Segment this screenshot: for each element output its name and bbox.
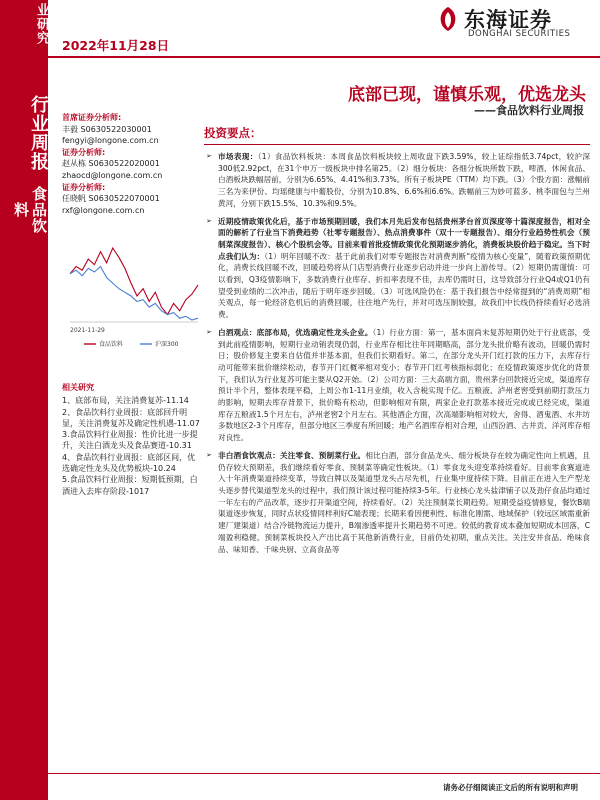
- analyst-name: 丰毅 S0630522030001: [62, 124, 152, 134]
- summary-paragraph: [206, 151, 590, 210]
- paragraph-body: （1）食品饮料板块：本周食品饮料板块较上周收盘下跌3.59%，较上证综指低3.74pct，较沪深300低2.92pct，在31个申万一级板块中排名第25。（2）细分板块：各细分板块所数下跌，啤酒、休闲食品、白酒板块跌幅居前，分别为6.65%、4.41%和3.73%。所有子板块PE（TTM）均下跌。（3）个股方面：涨幅前三名为来伊份、均瑶健康与中葡股份，分别为10.8%、6.6%和6.6%。跌幅前三为妙可蓝多、桃李面包与兰州黄河，分别下跌15.5%、10.3%和9.5%。: [218, 152, 590, 208]
- paragraph-body: （1）明年回暖不改：基于此前我们对零专题报告对消费判断“疫情为核心变量”，随着政策预期优化，消费长线回暖不改，回暖趋势将从门店型消费行业逐步启动并进一步向上游传导。（2）短期仍需谨慎：可以看到，Q3疫情影响下，多数消费行业库存、折扣率表现不佳，去库仍需时日，这导致部分行业Q4或Q1仍有望受到业绩的二次冲击，随后于明年逐步回暖。（3）可选风险仍在：基于我们报告中经常提到的“消费周期”相关观点，每一轮经济危机后的消费回暖，往往地产先行，并对可选压制较强，故我们中长线仍持续看好必选消费。: [218, 251, 590, 320]
- footer-divider: [48, 773, 600, 774]
- legend-label-1: 食品饮料: [99, 341, 124, 348]
- analyst-label: 证券分析师:: [62, 147, 106, 157]
- bullet-arrow-icon: ➢: [206, 450, 212, 459]
- investment-summary: [204, 125, 590, 561]
- summary-paragraph: [206, 327, 591, 444]
- logo-en: DONGHAI SECURITIES: [468, 29, 571, 39]
- bullet-arrow-icon: ➢: [206, 327, 212, 336]
- sidebar-report-type: 行业周报: [28, 95, 49, 171]
- analyst-block: [62, 147, 202, 182]
- summary-heading: 投资要点：: [204, 125, 590, 145]
- analyst-block: [62, 112, 202, 147]
- analyst-email: rxf@longone.com.cn: [62, 205, 145, 215]
- summary-paragraph: [206, 216, 590, 321]
- analyst-block: [62, 182, 202, 217]
- sidebar-top-label: 业研究: [34, 3, 49, 45]
- analyst-label: 首席证券分析师:: [62, 113, 122, 122]
- analyst-email: fengyi@longone.com.cn: [62, 136, 159, 146]
- bullet-arrow-icon: ➢: [206, 152, 212, 160]
- related-item[interactable]: 3.食品饮料行业周报：性价比进一步提升，关注白酒龙头及食品赛道-10.31: [62, 430, 198, 451]
- series-line-1: [70, 248, 198, 315]
- performance-chart-svg: [62, 240, 202, 355]
- series-line-2: [70, 267, 198, 321]
- logo-cn: 东海证券: [464, 8, 552, 32]
- related-heading: 相关研究: [62, 383, 94, 392]
- paragraph-lead: 白酒观点：底部布局，优选确定性龙头企业。: [218, 327, 373, 337]
- summary-paragraph: [206, 450, 590, 555]
- analyst-list: [62, 112, 202, 216]
- footer-disclaimer: 请务必仔细阅读正文后的所有说明和声明: [443, 783, 578, 792]
- report-date: 2022年11月28日: [62, 38, 170, 53]
- related-item[interactable]: 2、食品饮料行业周报：底部回升明显，关注消费复苏及确定性机遇-11.07: [62, 407, 200, 428]
- related-research: [62, 382, 202, 497]
- paragraph-lead: 市场表现：: [218, 152, 258, 161]
- related-item[interactable]: 5.食品饮料行业周报：短期低预期，白酒进入去库存阶段-1017: [62, 475, 198, 496]
- analyst-email: zhaocd@longone.com.cn: [62, 170, 163, 180]
- related-item[interactable]: 4、食品饮料行业周报：底部区间，优选确定性龙头及优势板块-10.24: [62, 452, 196, 474]
- analyst-label: 证券分析师:: [62, 182, 106, 192]
- paragraph-lead: 近期疫情政策优化后，基于市场预期回暖，我们本月先后发布包括贵州茅台首页深度等十篇深度报告，相对全面的解析了行业当下消费趋势（社零专题报告）、热点消费事件（双十一专题报告）、细分行业趋势性机会（预制菜深度报告）、核心个股机会等。目前来看首批疫情政策优化预期逐步消化，消费板块股价趋于稳定。当下时点我们认为：: [218, 216, 590, 261]
- related-item[interactable]: 1、底部布局，关注消费复苏-11.14: [62, 396, 189, 406]
- logo-mark-icon: [436, 6, 460, 32]
- sidebar-industry: 食品饮料: [12, 186, 48, 234]
- header-divider: [48, 56, 600, 58]
- legend-label-2: 沪深300: [155, 341, 179, 348]
- paragraph-lead: 非白酒食饮观点：关注零食、预制菜行业。: [218, 450, 366, 460]
- analyst-name: 任晓帆 S0630522070001: [62, 194, 160, 204]
- logo: [436, 4, 596, 44]
- paragraph-body: （1）行业方面：第一，基本面尚未复苏短期仍处于行业底部，受到此前疫情影响，短期行业动销表现仍弱，行业库存相比往年同期略高，部分龙头批价略有波动，回暖仍需时日；股价修复主要来自估值并非基本面，但我们长期看好。第二，在部分龙头开门红打款的压力下，去库存行动可能带来批价继续松动，春节开门红概率相对变小；春节开门红考核指标弱化；在疫情政策逐步优化的背景下，我们认为行业复苏可能主要从Q2开始。（2）公司方面：三大高端方面，贵州茅台回款接近完成，渠道库存预计半个月，整体表现平稳，上周公布1-11月业绩，收入含税实现千亿。五粮液、泸州老窖受到前期打款压力的影响，短期去库存背景下，批价略有松动，但影响相对有限，两家企业打款基本接近完成或已经完成，渠道库存五粮液1.5个月左右，泸州老窖2个月左右。其他酒企方面，次高端影响相对较大，舍得、酒鬼酒、水井坊多数地区2-3个月库存，但部分地区三季度有所回暖；地产名酒库存相对合理，山西汾酒、古井贡、洋河库存相对良性。: [218, 327, 591, 443]
- bullet-arrow-icon: ➢: [206, 216, 212, 225]
- report-subtitle: ——食品饮料行业周报: [474, 104, 584, 117]
- performance-chart: [62, 240, 202, 355]
- x-tick-label: 2021-11-29: [70, 327, 105, 334]
- analyst-name: 赵从栋 S0630522020001: [62, 159, 160, 169]
- paragraph-body: 相比白酒，部分食品龙头、细分板块存在较为确定性向上机遇，且仍存较大预期差，我们继续看好零食、预制菜等确定性板块。（1）零食龙头迎变革持续看好。目前零食赛道进入十年消费渠道持续变革，导致白牌以及渠道型龙头占尽先机，行业集中度持续下降。目前正在进入生产型龙头逐步替代渠道型龙头的过程中，我们预计该过程可能持续3-5年。行业核心龙头盐津铺子以及劲仔食品均通过一年左右的产品改革，逐步打开渠道空间，持续看好。（2）关注预制菜长期趋势。短期受益疫情修复，餐饮B端渠道逐步恢复，同时点状疫情同样利好C端表现；长期来看因便利性、标准化刚需、地域保护（较远区域需重新建厂建渠道）结合冷链物流运力提升，B端渗透率提升长期趋势不可逆。较低的教育成本叠加短期成本回落，C端盈利稳健。预制菜板块投入产出比高于其他新消费行业，目前仍处初期，重点关注。关注安井食品、绝味食品、味知香、千味央厨、立高食品等: [218, 450, 590, 554]
- report-title: 底部已现，谨慎乐观，优选龙头: [348, 85, 586, 105]
